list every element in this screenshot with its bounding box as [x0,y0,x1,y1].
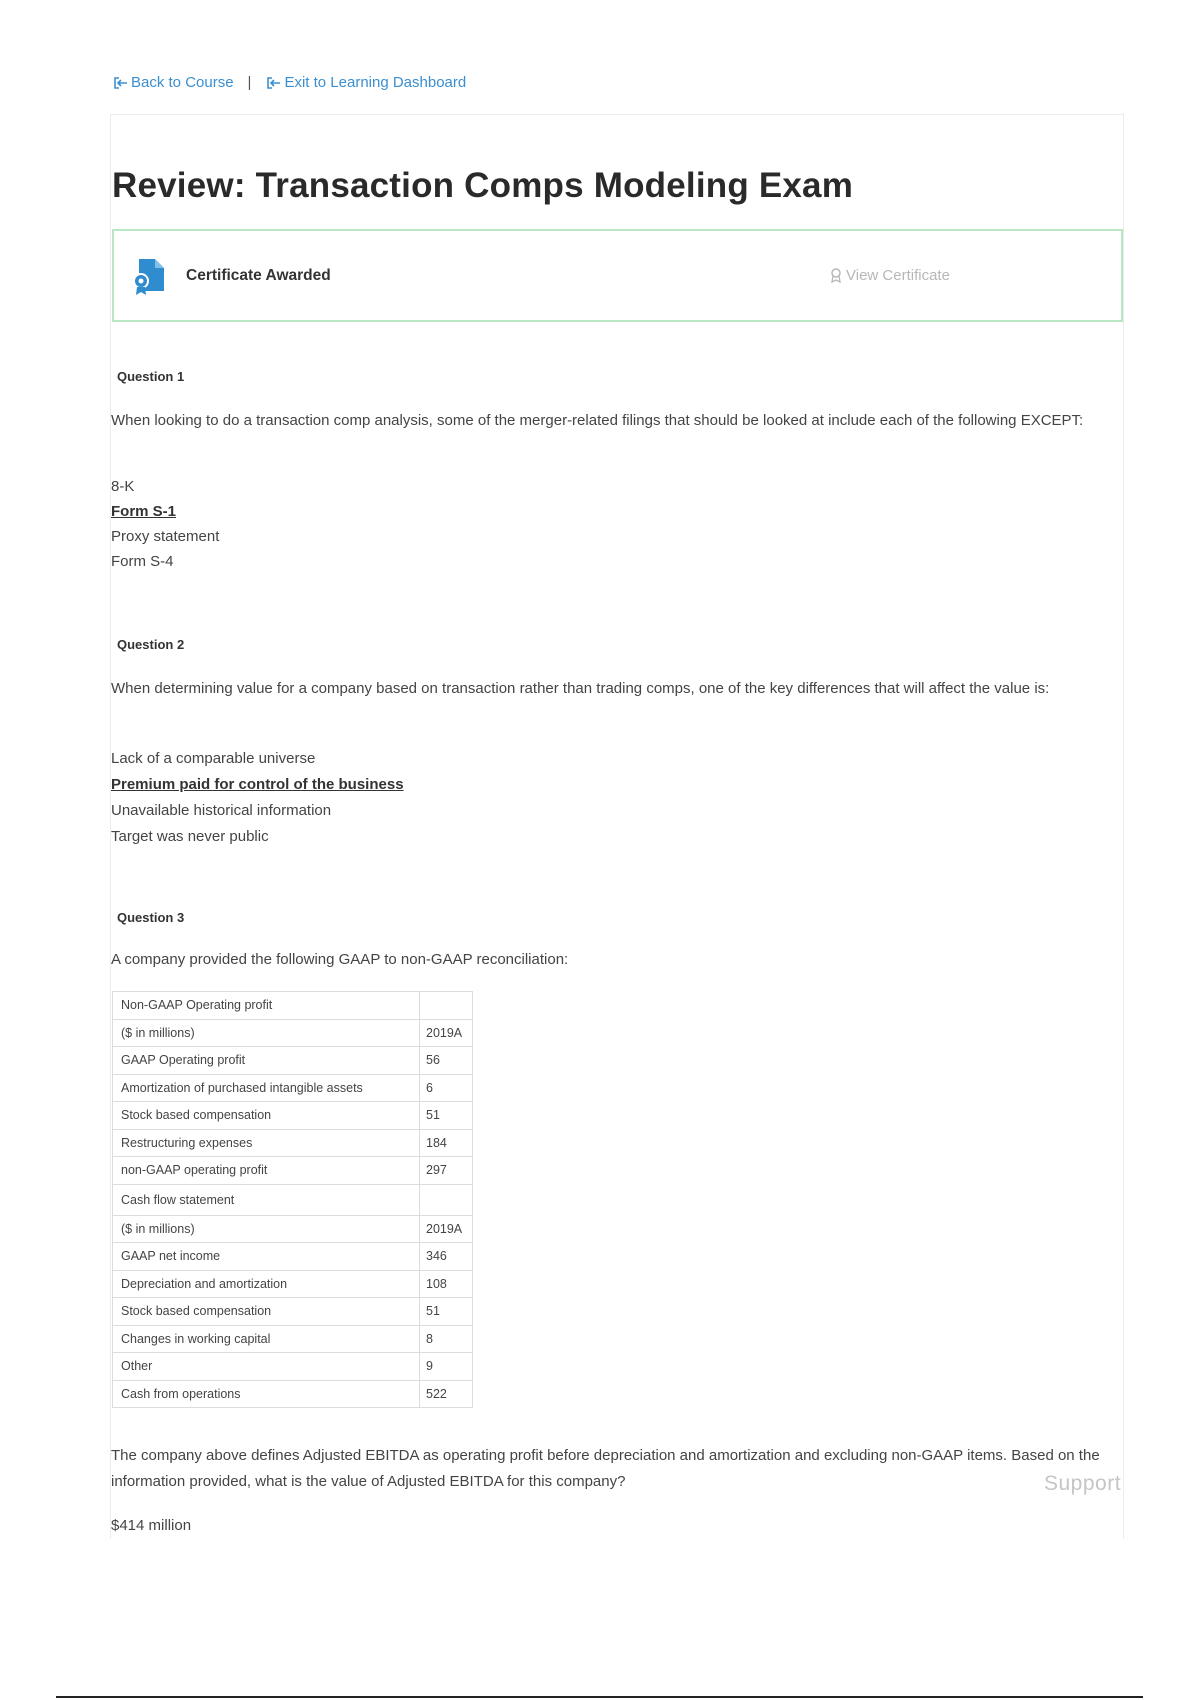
answer-option: 8-K [111,478,135,495]
table-cell: 56 [420,1047,473,1075]
reconciliation-table [112,991,473,1408]
support-button[interactable]: Support [1044,1472,1122,1495]
table-cell: Stock based compensation [113,1102,420,1130]
answer-option: Target was never public [111,828,269,845]
top-navigation [112,74,466,91]
table-row [113,1380,473,1408]
table-cell: Amortization of purchased intangible assets [113,1074,420,1102]
back-to-course-label: Back to Course [131,74,234,91]
table-cell: 522 [420,1380,473,1408]
table-cell: Changes in working capital [113,1325,420,1353]
answer-option: Unavailable historical information [111,802,332,819]
table-row [113,992,473,1020]
question-3-followup: The company above defines Adjusted EBITDA as operating profit before depreciation and amortization and excluding non-GAAP items. Based on the information provided, what is the value of Adjusted EBITDA for this company? [111,1447,1100,1490]
answer-option: Lack of a comparable universe [111,750,316,767]
back-to-course-link[interactable] [112,74,234,91]
table-cell: 8 [420,1325,473,1353]
table-row [113,1074,473,1102]
table-cell: ($ in millions) [113,1215,420,1243]
table-cell [420,992,473,1020]
table-cell [420,1184,473,1215]
question-1-text: When looking to do a transaction comp analysis, some of the merger-related filings that should be looked at include each of the following EXCEPT: [111,412,1084,429]
question-2-text: When determining value for a company based on transaction rather than trading comps, one of the key differences that will affect the value is: [111,680,1050,697]
page-title: Review: Transaction Comps Modeling Exam [112,166,854,205]
table-cell: 2019A [420,1019,473,1047]
question-2-options [111,746,404,850]
table-row [113,1353,473,1381]
question-1-options [111,474,219,574]
table-cell: 2019A [420,1215,473,1243]
question-1-label: Question 1 [117,369,185,384]
table-cell: 6 [420,1074,473,1102]
table-row [113,1298,473,1326]
answer-option: $414 million [111,1517,192,1534]
table-cell: Stock based compensation [113,1298,420,1326]
table-cell: Depreciation and amortization [113,1270,420,1298]
exit-arrow-icon [265,76,281,90]
table-row [113,1019,473,1047]
exit-arrow-icon [112,76,128,90]
table-row [113,1215,473,1243]
exit-dashboard-label: Exit to Learning Dashboard [284,74,467,91]
certificate-icon [131,257,167,300]
correct-answer-option: Premium paid for control of the business [111,776,404,793]
view-certificate-label: View Certificate [846,267,950,284]
table-cell: Restructuring expenses [113,1129,420,1157]
exit-dashboard-link[interactable] [265,74,466,91]
table-cell: GAAP Operating profit [113,1047,420,1075]
question-3-answer [111,1513,191,1538]
table-cell: ($ in millions) [113,1019,420,1047]
answer-option: Proxy statement [111,528,220,545]
table-cell: 184 [420,1129,473,1157]
view-certificate-link[interactable] [830,267,950,284]
table-row [113,1102,473,1130]
table-row [113,1270,473,1298]
table-cell: 108 [420,1270,473,1298]
correct-answer-option: Form S-1 [111,503,177,520]
table-row [113,1243,473,1271]
table-row [113,1129,473,1157]
page-divider [56,1696,1143,1698]
table-row [113,1157,473,1185]
table-cell: 9 [420,1353,473,1381]
answer-option: Form S-4 [111,553,174,570]
table-cell: Other [113,1353,420,1381]
certificate-awarded-label: Certificate Awarded [186,267,331,284]
table-cell: Cash flow statement [113,1184,420,1215]
question-3-label: Question 3 [117,910,185,925]
nav-separator: | [247,74,252,91]
table-cell: 297 [420,1157,473,1185]
question-2-label: Question 2 [117,637,185,652]
question-3-text: A company provided the following GAAP to non-GAAP reconciliation: [111,951,569,968]
ribbon-icon [830,268,842,283]
table-cell: GAAP net income [113,1243,420,1271]
table-cell: Non-GAAP Operating profit [113,992,420,1020]
table-cell: non-GAAP operating profit [113,1157,420,1185]
table-cell: 346 [420,1243,473,1271]
table-row [113,1325,473,1353]
certificate-banner [112,229,1123,322]
table-cell: Cash from operations [113,1380,420,1408]
table-row [113,1184,473,1215]
table-cell: 51 [420,1102,473,1130]
table-cell: 51 [420,1298,473,1326]
table-row [113,1047,473,1075]
